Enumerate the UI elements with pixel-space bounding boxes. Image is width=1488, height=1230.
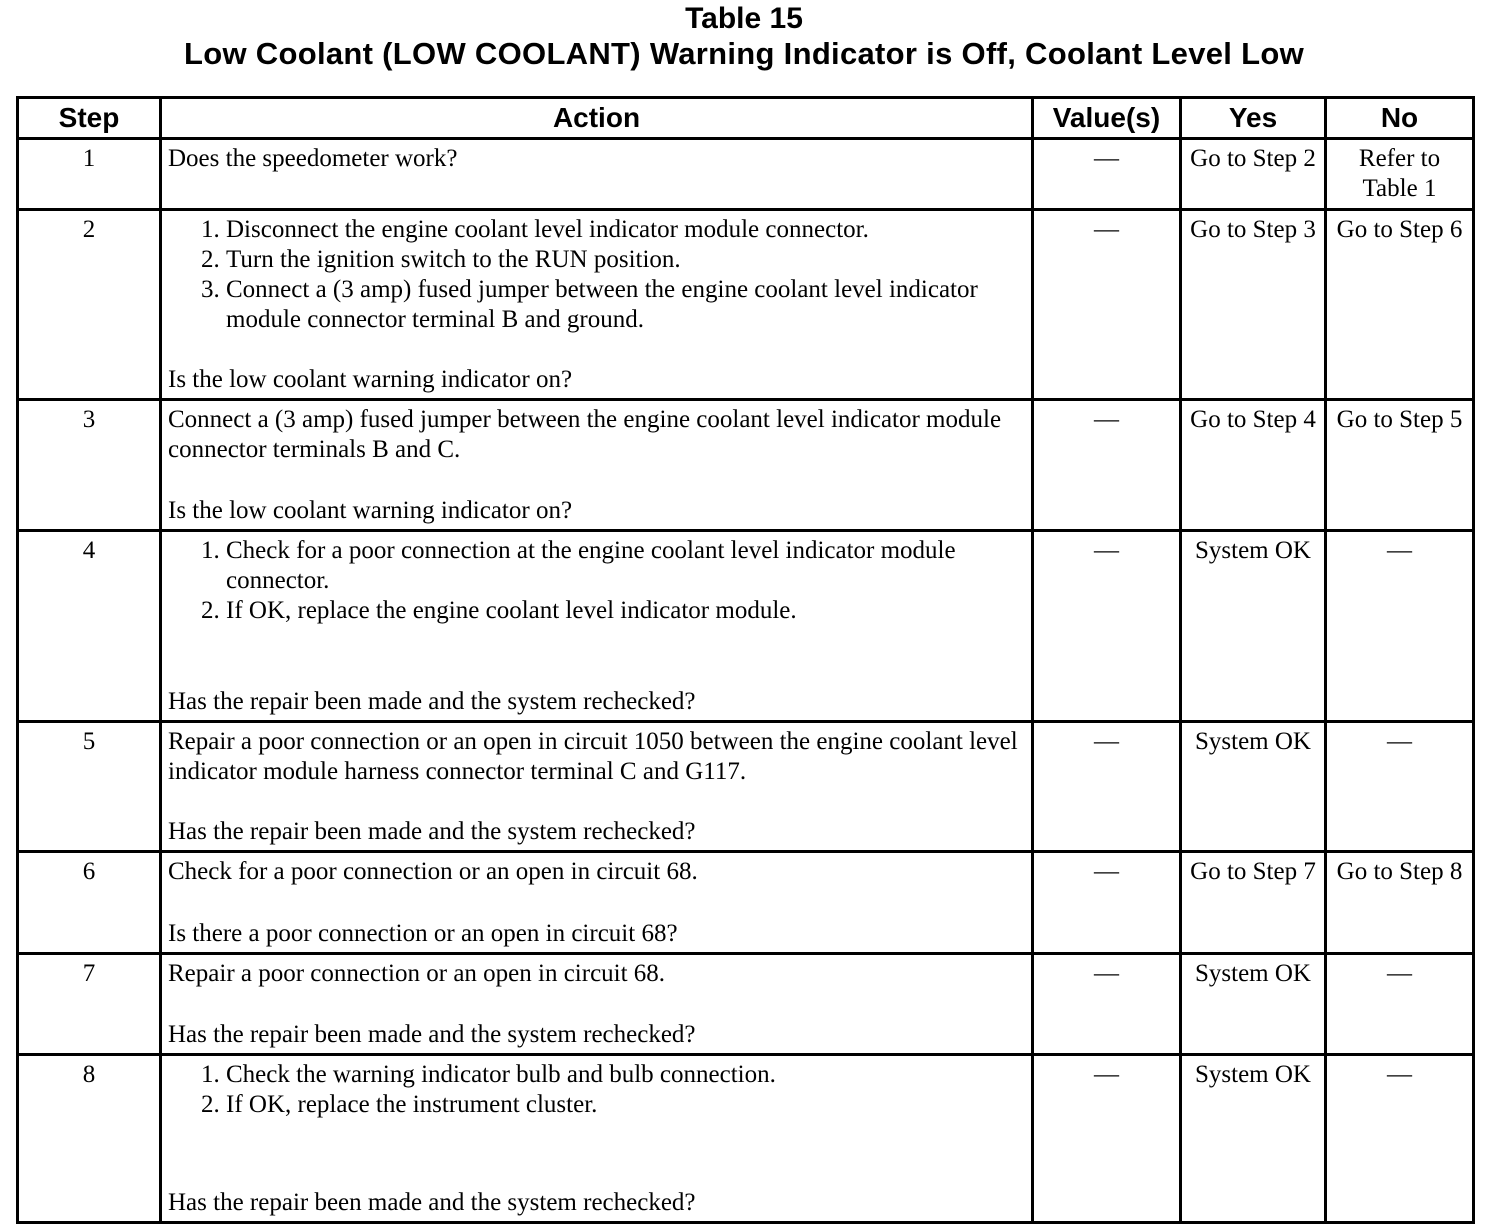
- header-yes: Yes: [1181, 98, 1326, 139]
- action-question: Has the repair been made and the system rechecked?: [168, 818, 696, 845]
- step-number: 1: [18, 139, 161, 210]
- action-step-item: 2. Turn the ignition switch to the RUN position.: [226, 245, 1025, 275]
- step-number: 2: [18, 210, 161, 400]
- table-body: [18, 139, 1474, 1223]
- yes-outcome: System OK: [1181, 1055, 1326, 1223]
- value-cell: —: [1033, 1055, 1181, 1223]
- table-row: [18, 400, 1474, 531]
- table-row: [18, 210, 1474, 400]
- action-cell: [161, 531, 1033, 722]
- step-number: 6: [18, 852, 161, 954]
- value-cell: —: [1033, 210, 1181, 400]
- value-cell: —: [1033, 139, 1181, 210]
- action-step-item: 1. Check the warning indicator bulb and bulb connection.: [226, 1060, 1025, 1090]
- step-number: 3: [18, 400, 161, 531]
- header-no: No: [1326, 98, 1474, 139]
- yes-outcome: System OK: [1181, 531, 1326, 722]
- action-text: Check for a poor connection or an open in circuit 68.: [168, 858, 698, 885]
- table-row: [18, 139, 1474, 210]
- table-row: [18, 531, 1474, 722]
- action-steps-list: [168, 1060, 1025, 1120]
- value-cell: —: [1033, 852, 1181, 954]
- action-text: Connect a (3 amp) fused jumper between the engine coolant level indicator module connector terminals B and C.: [168, 406, 1002, 463]
- no-outcome: Go to Step 5: [1326, 400, 1474, 531]
- no-outcome: Go to Step 8: [1326, 852, 1474, 954]
- action-cell: [161, 722, 1033, 852]
- action-text: Repair a poor connection or an open in circuit 1050 between the engine coolant level indicator module harness connector terminal C and G117.: [168, 728, 1018, 785]
- no-outcome: —: [1326, 954, 1474, 1055]
- header-step: Step: [18, 98, 161, 139]
- action-question: Is the low coolant warning indicator on?: [168, 366, 573, 393]
- action-step-item: 3. Connect a (3 amp) fused jumper between the engine coolant level indicator module connector terminal B and ground.: [226, 275, 1025, 335]
- table-row: [18, 852, 1474, 954]
- action-question: Is there a poor connection or an open in circuit 68?: [168, 920, 678, 947]
- step-number: 4: [18, 531, 161, 722]
- action-cell: [161, 139, 1033, 210]
- table-row: [18, 1055, 1474, 1223]
- action-text: Does the speedometer work?: [168, 145, 458, 172]
- action-cell: [161, 852, 1033, 954]
- action-steps-list: [168, 536, 1025, 626]
- header-values: Value(s): [1033, 98, 1181, 139]
- diagnostic-table: [16, 96, 1475, 1224]
- table-title: Low Coolant (LOW COOLANT) Warning Indicator is Off, Coolant Level Low: [184, 36, 1304, 71]
- action-question: Is the low coolant warning indicator on?: [168, 497, 573, 524]
- yes-outcome: System OK: [1181, 722, 1326, 852]
- yes-outcome: Go to Step 7: [1181, 852, 1326, 954]
- action-cell: [161, 954, 1033, 1055]
- no-outcome: —: [1326, 722, 1474, 852]
- action-question: Has the repair been made and the system rechecked?: [168, 1021, 696, 1048]
- action-step-item: 2. If OK, replace the engine coolant level indicator module.: [226, 596, 1025, 626]
- action-cell: [161, 1055, 1033, 1223]
- action-cell: [161, 210, 1033, 400]
- action-step-item: 1. Check for a poor connection at the engine coolant level indicator module connector.: [226, 536, 1025, 596]
- header-row: [18, 98, 1474, 139]
- yes-outcome: System OK: [1181, 954, 1326, 1055]
- value-cell: —: [1033, 531, 1181, 722]
- step-number: 5: [18, 722, 161, 852]
- header-action: Action: [161, 98, 1033, 139]
- yes-outcome: Go to Step 3: [1181, 210, 1326, 400]
- value-cell: —: [1033, 722, 1181, 852]
- action-question: Has the repair been made and the system rechecked?: [168, 688, 696, 715]
- action-text: Repair a poor connection or an open in circuit 68.: [168, 960, 666, 987]
- no-outcome: Refer to Table 1: [1326, 139, 1474, 210]
- step-number: 8: [18, 1055, 161, 1223]
- table-number: Table 15: [685, 2, 803, 35]
- action-question: Has the repair been made and the system rechecked?: [168, 1189, 696, 1216]
- no-outcome: —: [1326, 531, 1474, 722]
- action-step-item: 1. Disconnect the engine coolant level indicator module connector.: [226, 215, 1025, 245]
- no-outcome: Go to Step 6: [1326, 210, 1474, 400]
- step-number: 7: [18, 954, 161, 1055]
- action-cell: [161, 400, 1033, 531]
- yes-outcome: Go to Step 2: [1181, 139, 1326, 210]
- action-step-item: 2. If OK, replace the instrument cluster.: [226, 1090, 1025, 1120]
- table-row: [18, 722, 1474, 852]
- no-outcome: —: [1326, 1055, 1474, 1223]
- table-row: [18, 954, 1474, 1055]
- value-cell: —: [1033, 400, 1181, 531]
- table-title-block: [0, 2, 1488, 72]
- action-steps-list: [168, 215, 1025, 335]
- yes-outcome: Go to Step 4: [1181, 400, 1326, 531]
- value-cell: —: [1033, 954, 1181, 1055]
